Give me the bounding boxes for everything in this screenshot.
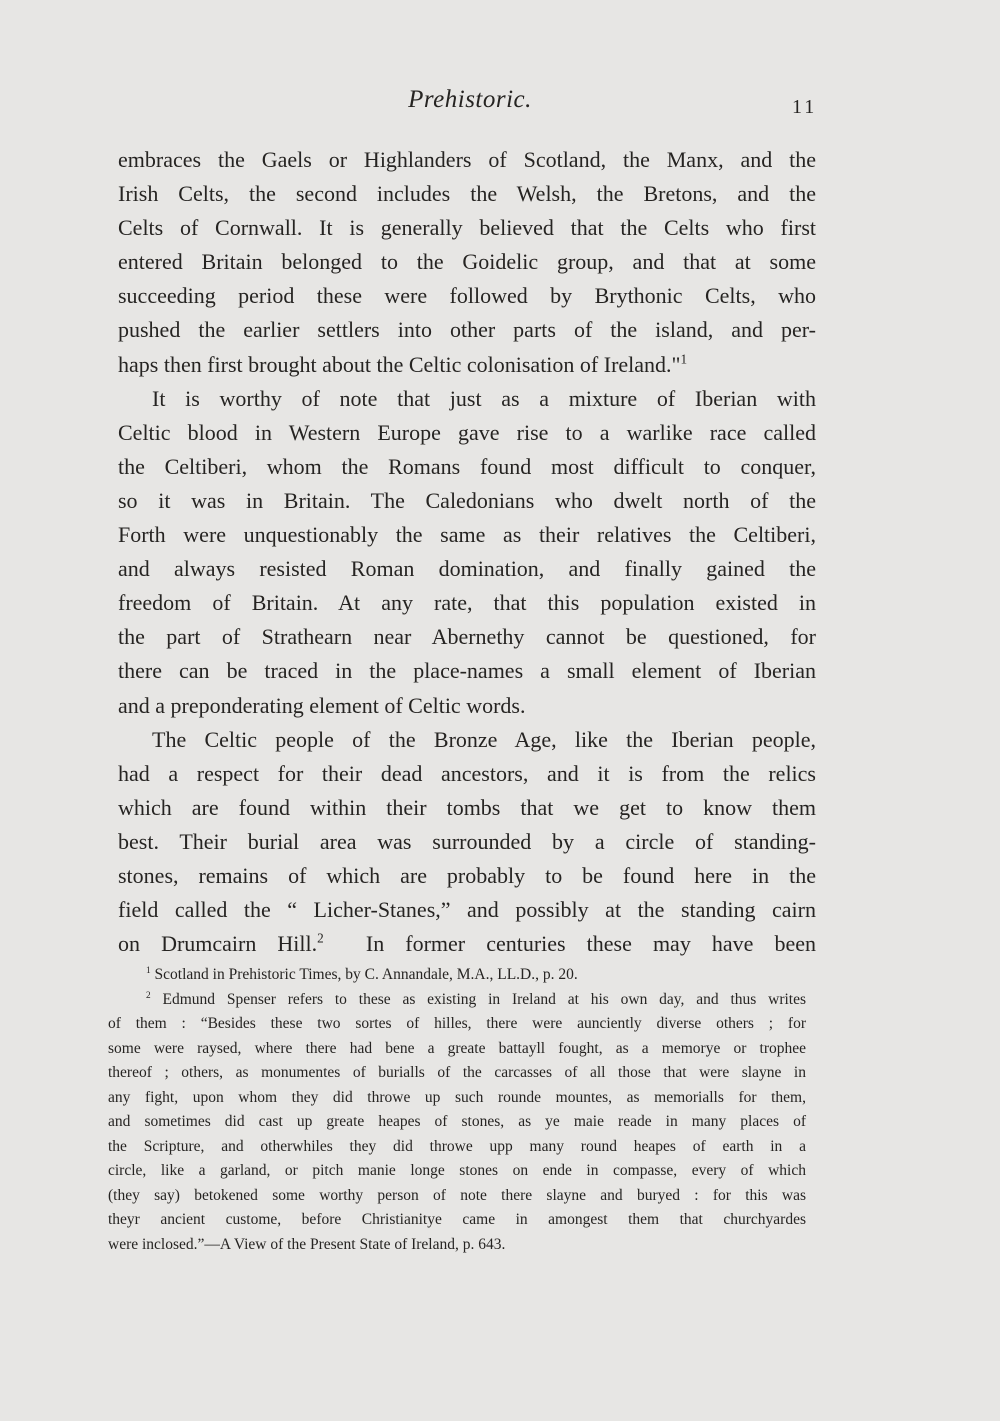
body-line: Forth were unquestionably the same as their relatives the Celtiberi, — [118, 522, 816, 548]
body-line: succeeding period these were followed by Brythonic Celts, who — [118, 283, 816, 309]
footnote-line: some were raysed, where there had bene a greate battayll fought, as a memorye or trophee — [108, 1039, 806, 1057]
footnote-line: and sometimes did cast up greate heapes of stones, as ye maie reade in many places of — [108, 1113, 806, 1130]
footnotes — [108, 963, 806, 1257]
footnote-line: were inclosed.”—A View of the Present State of Ireland, p. 643. — [108, 1235, 506, 1253]
footnote-line: the Scripture, and otherwhiles they did throwe upp many round heapes of earth in a — [108, 1137, 806, 1155]
footnote-line: (they say) betokened some worthy person of note there slayne and buryed : for this was — [108, 1186, 806, 1204]
body-line: Celts of Cornwall. It is generally believed that the Celts who first — [118, 215, 816, 241]
body-line-text: on Drumcairn Hill. — [118, 931, 318, 957]
footnote-ref-2: 2 — [317, 930, 324, 946]
footnote-ref-1: 1 — [680, 350, 688, 366]
footnote-marker-1: 1 — [146, 965, 151, 976]
body-line: stones, remains of which are probably to be found here in the — [118, 862, 816, 888]
footnote-line-text: Scotland in Prehistoric Times, by C. Annandale, M.A., LL.D., p. 20. — [154, 966, 578, 983]
footnote-marker-2: 2 — [146, 990, 151, 1001]
footnote-line: thereof ; others, as monumentes of burialls of the carcasses of all those that were slayne in — [108, 1064, 806, 1081]
body-line: entered Britain belonged to the Goidelic group, and that at some — [118, 249, 816, 275]
footnote-line-text: Edmund Spenser refers to these as existing in Ireland at his own day, and thus writes — [162, 990, 807, 1008]
body-line: the Celtiberi, whom the Romans found most difficult to conquer, — [118, 453, 816, 479]
body-line: field called the “ Licher-Stanes,” and possibly at the standing cairn — [118, 897, 816, 923]
body-line: the part of Strathearn near Abernethy cannot be questioned, for — [118, 624, 816, 650]
footnote-line: of them : “Besides these two sortes of hilles, there were aunciently diverse others ; for — [108, 1015, 806, 1032]
running-title: Prehistoric. — [408, 86, 532, 113]
body-text — [118, 143, 816, 961]
body-line: Celtic blood in Western Europe gave rise to a warlike race called — [118, 419, 816, 445]
footnote-line: any fight, upon whom they did throwe up such rounde mountes, as memorialls for them, — [108, 1088, 806, 1106]
footnote-2 — [108, 988, 806, 1013]
page-number: 11 — [792, 96, 818, 118]
body-line — [118, 348, 816, 382]
body-line-text: haps then first brought about the Celtic colonisation of Ireland." — [118, 351, 681, 377]
body-line: best. Their burial area was surrounded by a circle of standing- — [118, 828, 816, 854]
body-line: embraces the Gaels or Highlanders of Scotland, the Manx, and the — [118, 147, 816, 172]
body-line: there can be traced in the place-names a small element of Iberian — [118, 658, 816, 684]
footnote-line: theyr ancient custome, before Christianitye came in amongest them that churchyardes — [108, 1211, 806, 1228]
body-line: Irish Celts, the second includes the Welsh, the Bretons, and the — [118, 181, 816, 207]
paragraph-start: The Celtic people of the Bronze Age, like the Iberian people, — [152, 726, 816, 752]
paragraph-start: It is worthy of note that just as a mixture of Iberian with — [152, 385, 816, 411]
body-line: and a preponderating element of Celtic words. — [118, 692, 526, 718]
body-line: pushed the earlier settlers into other parts of the island, and per- — [118, 317, 816, 343]
body-line: which are found within their tombs that we get to know them — [118, 794, 816, 820]
body-line: and always resisted Roman domination, and finally gained the — [118, 556, 816, 582]
body-line: so it was in Britain. The Caledonians who dwelt north of the — [118, 487, 816, 513]
body-line-text: In former centuries these may have been — [365, 931, 817, 957]
body-line — [118, 927, 816, 961]
footnote-1 — [108, 963, 806, 988]
body-line: freedom of Britain. At any rate, that this population existed in — [118, 590, 816, 616]
footnote-line: circle, like a garland, or pitch manie longe stones on ende in compasse, every of which — [108, 1162, 806, 1179]
body-line: had a respect for their dead ancestors, and it is from the relics — [118, 760, 816, 786]
